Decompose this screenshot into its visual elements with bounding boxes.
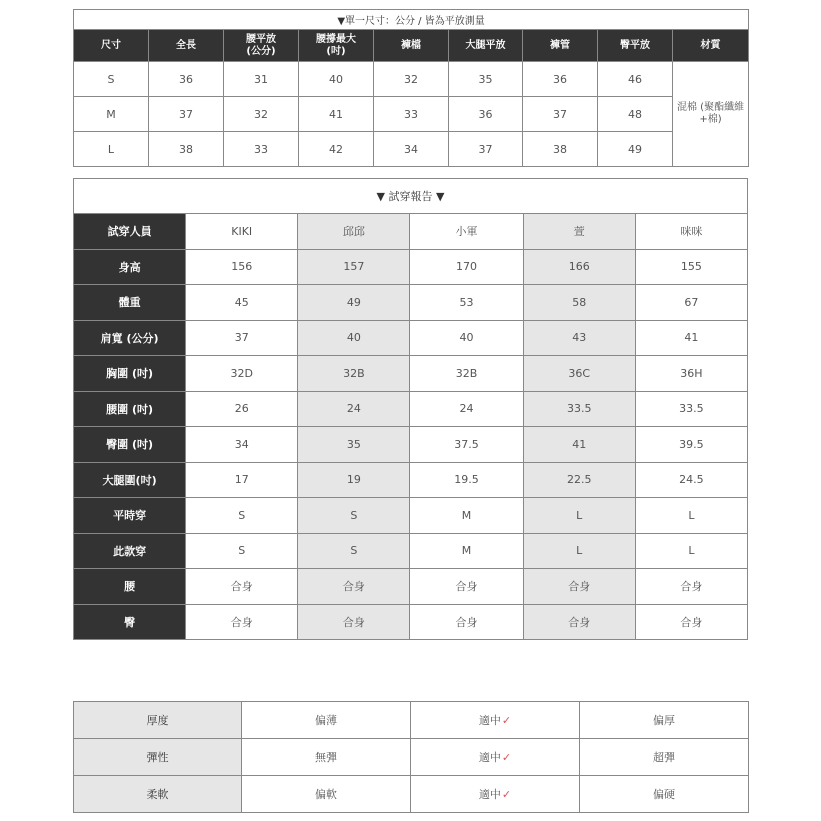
size-chart-cell: L [74, 132, 149, 167]
report-cell: 157 [298, 249, 410, 285]
report-cell: 合身 [410, 569, 523, 605]
fabric-feel-option-text: 偏薄 [315, 714, 337, 727]
report-row-label: 大腿圍(吋) [74, 462, 186, 498]
material-cell: 混棉 (聚酯纖維 +棉) [673, 62, 749, 167]
size-chart-header-cell: 大腿平放 [449, 30, 523, 62]
size-chart-caption: ▼單一尺寸：公分 / 皆為平放測量 [74, 10, 749, 30]
fabric-feel-option [580, 702, 749, 739]
size-chart-cell: 37 [449, 132, 523, 167]
report-cell: 49 [298, 285, 410, 321]
report-cell: M [410, 498, 523, 534]
report-cell: 合身 [298, 569, 410, 605]
fabric-feel-option-text: 無彈 [315, 751, 337, 764]
report-cell: 24 [410, 391, 523, 427]
report-cell: 67 [635, 285, 747, 321]
size-chart-cell: 38 [523, 132, 598, 167]
size-chart-header-cell: 尺寸 [74, 30, 149, 62]
report-row-label: 腰 [74, 569, 186, 605]
size-chart-cell: 36 [449, 97, 523, 132]
size-chart-row [74, 62, 749, 97]
size-chart-cell: 32 [374, 62, 449, 97]
report-row [74, 569, 748, 605]
size-chart-header-cell: 腰平放 (公分) [224, 30, 299, 62]
size-chart-row [74, 132, 749, 167]
report-cell: 33.5 [635, 391, 747, 427]
report-row-label: 胸圍 (吋) [74, 356, 186, 392]
report-cell: 58 [523, 285, 635, 321]
size-chart-header-cell: 褲管 [523, 30, 598, 62]
report-person-name: 小軍 [410, 214, 523, 250]
report-cell: 37 [186, 320, 298, 356]
fabric-feel-option [411, 702, 580, 739]
report-cell: 合身 [298, 604, 410, 640]
report-cell: 合身 [523, 569, 635, 605]
report-cell: 32D [186, 356, 298, 392]
fabric-feel-row [74, 702, 749, 739]
fabric-feel-option [580, 739, 749, 776]
report-cell: 166 [523, 249, 635, 285]
report-cell: 45 [186, 285, 298, 321]
report-cell: L [635, 498, 747, 534]
fabric-feel-option [242, 739, 411, 776]
report-cell: 19 [298, 462, 410, 498]
report-cell: 40 [410, 320, 523, 356]
size-chart-cell: 48 [598, 97, 673, 132]
fabric-feel-option [411, 776, 580, 813]
report-cell: 39.5 [635, 427, 747, 463]
report-cell: 43 [523, 320, 635, 356]
size-chart-header-cell: 材質 [673, 30, 749, 62]
report-person-name: 萱 [523, 214, 635, 250]
size-chart-cell: 40 [299, 62, 374, 97]
report-row [74, 498, 748, 534]
size-chart-cell: S [74, 62, 149, 97]
report-cell: L [523, 498, 635, 534]
size-chart-cell: 49 [598, 132, 673, 167]
fabric-feel-option-text: 偏軟 [315, 788, 337, 801]
size-chart-cell: 35 [449, 62, 523, 97]
size-chart-cell: 37 [149, 97, 224, 132]
report-cell: 合身 [410, 604, 523, 640]
fabric-feel-option-text: 偏硬 [653, 788, 675, 801]
size-chart-cell: 36 [523, 62, 598, 97]
size-chart-header-row [74, 30, 749, 62]
report-row-label: 臀 [74, 604, 186, 640]
report-row [74, 533, 748, 569]
size-chart-header-cell: 臀平放 [598, 30, 673, 62]
report-cell: 24 [298, 391, 410, 427]
report-cell: L [635, 533, 747, 569]
report-cell: 156 [186, 249, 298, 285]
size-chart-cell: 46 [598, 62, 673, 97]
report-cell: S [186, 498, 298, 534]
report-cell: 19.5 [410, 462, 523, 498]
report-cell: 26 [186, 391, 298, 427]
report-row-label: 臀圍 (吋) [74, 427, 186, 463]
size-chart-cell: 38 [149, 132, 224, 167]
size-chart-cell: 41 [299, 97, 374, 132]
fabric-feel-option-text: 偏厚 [653, 714, 675, 727]
report-row [74, 427, 748, 463]
fabric-feel-label: 柔軟 [74, 776, 242, 813]
report-cell: 合身 [635, 569, 747, 605]
size-chart-cell: 31 [224, 62, 299, 97]
size-chart-cell: 36 [149, 62, 224, 97]
report-person-name: 咪咪 [635, 214, 747, 250]
report-row [74, 604, 748, 640]
size-chart-table [73, 9, 749, 167]
fabric-feel-option-text: 適中 [478, 714, 501, 727]
fabric-feel-option [411, 739, 580, 776]
report-cell: S [186, 533, 298, 569]
size-chart-cell: M [74, 97, 149, 132]
report-cell: 41 [523, 427, 635, 463]
report-row [74, 320, 748, 356]
size-chart-header-cell: 腰撐最大 (吋) [299, 30, 374, 62]
report-cell: S [298, 533, 410, 569]
report-cell: 32B [298, 356, 410, 392]
report-cell: 33.5 [523, 391, 635, 427]
report-cell: 40 [298, 320, 410, 356]
report-cell: 35 [298, 427, 410, 463]
report-cell: 155 [635, 249, 747, 285]
fabric-feel-label: 厚度 [74, 702, 242, 739]
try-on-report-table [73, 178, 748, 640]
report-cell: 34 [186, 427, 298, 463]
size-chart-cell: 37 [523, 97, 598, 132]
report-cell: 合身 [523, 604, 635, 640]
fabric-feel-label: 彈性 [74, 739, 242, 776]
report-row [74, 391, 748, 427]
size-chart-row [74, 97, 749, 132]
size-chart-cell: 33 [224, 132, 299, 167]
report-cell: 合身 [635, 604, 747, 640]
fabric-feel-option-text: 適中 [478, 788, 501, 801]
report-cell: 37.5 [410, 427, 523, 463]
size-chart-cell: 34 [374, 132, 449, 167]
size-chart-header-cell: 褲檔 [374, 30, 449, 62]
report-cell: L [523, 533, 635, 569]
report-cell: 36C [523, 356, 635, 392]
fabric-feel-option [242, 702, 411, 739]
report-person-name: 邱邱 [298, 214, 410, 250]
report-cell: 24.5 [635, 462, 747, 498]
fabric-feel-row [74, 776, 749, 813]
report-row-label: 體重 [74, 285, 186, 321]
report-row [74, 462, 748, 498]
report-cell: 36H [635, 356, 747, 392]
size-chart-header-cell: 全長 [149, 30, 224, 62]
fabric-feel-option [242, 776, 411, 813]
size-chart-cell: 32 [224, 97, 299, 132]
report-people-label: 試穿人員 [74, 214, 186, 250]
size-chart-cell: 42 [299, 132, 374, 167]
fabric-feel-option [580, 776, 749, 813]
report-row [74, 285, 748, 321]
report-row-label: 此款穿 [74, 533, 186, 569]
report-cell: 53 [410, 285, 523, 321]
report-caption: ▼ 試穿報告 ▼ [74, 179, 748, 214]
checkmark-icon: ✓ [501, 714, 512, 727]
report-cell: 170 [410, 249, 523, 285]
report-row-label: 肩寬 (公分) [74, 320, 186, 356]
report-cell: 22.5 [523, 462, 635, 498]
report-row [74, 356, 748, 392]
report-cell: 32B [410, 356, 523, 392]
report-row [74, 249, 748, 285]
report-row-label: 腰圍 (吋) [74, 391, 186, 427]
report-cell: 合身 [186, 604, 298, 640]
report-cell: S [298, 498, 410, 534]
report-person-name: KIKI [186, 214, 298, 250]
fabric-feel-option-text: 超彈 [653, 751, 675, 764]
checkmark-icon: ✓ [501, 788, 512, 801]
report-row-label: 身高 [74, 249, 186, 285]
report-people-row [74, 214, 748, 250]
fabric-feel-option-text: 適中 [478, 751, 501, 764]
report-cell: M [410, 533, 523, 569]
checkmark-icon: ✓ [501, 751, 512, 764]
fabric-feel-row [74, 739, 749, 776]
size-chart-cell: 33 [374, 97, 449, 132]
report-cell: 17 [186, 462, 298, 498]
report-cell: 合身 [186, 569, 298, 605]
report-row-label: 平時穿 [74, 498, 186, 534]
report-cell: 41 [635, 320, 747, 356]
fabric-feel-table [73, 701, 749, 813]
